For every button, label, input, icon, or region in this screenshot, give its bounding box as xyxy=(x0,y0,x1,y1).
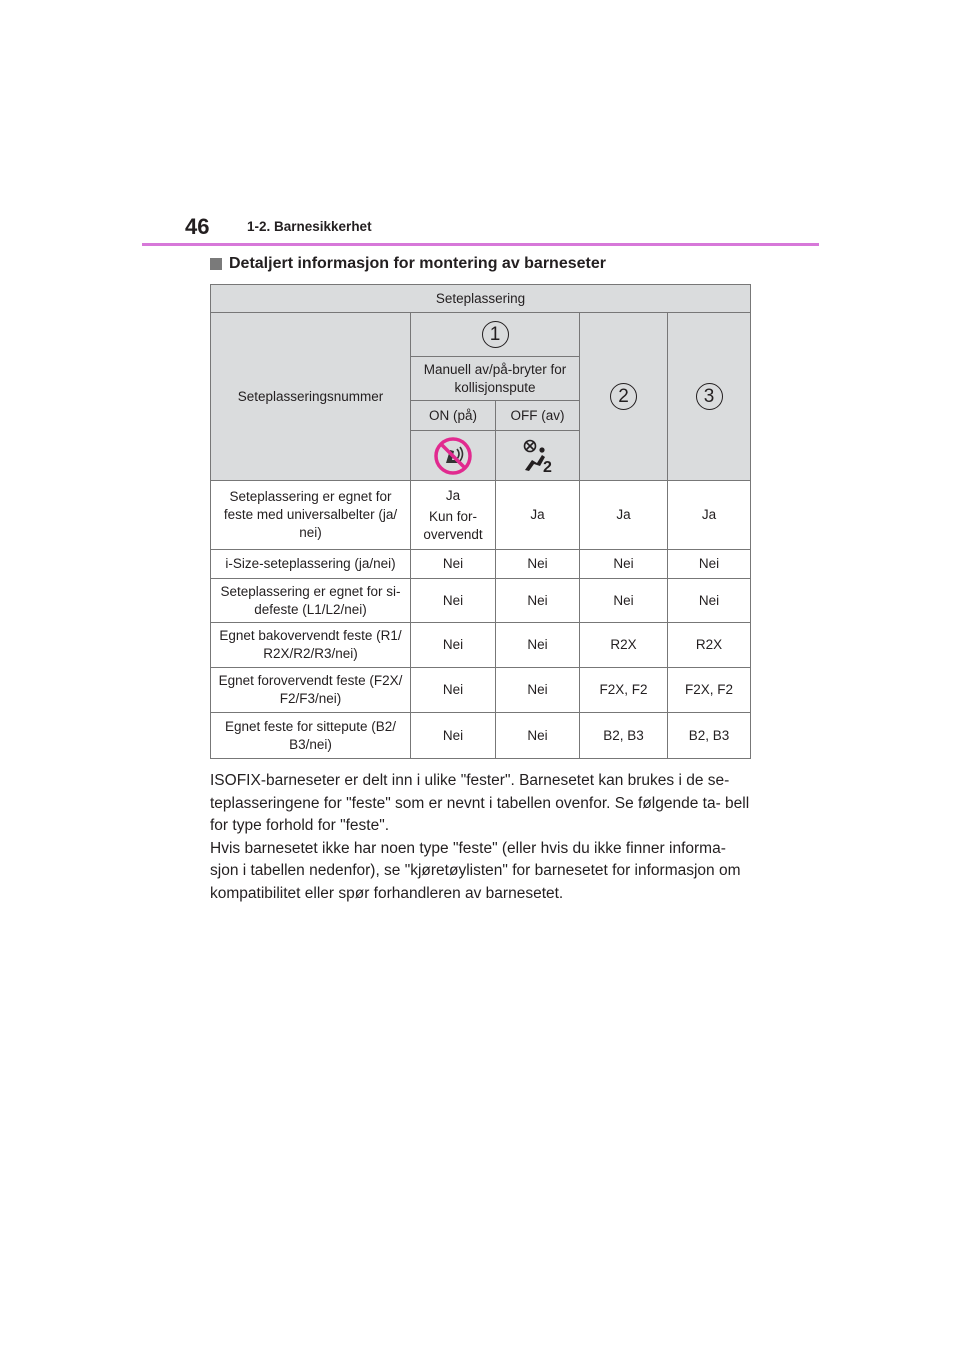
no-rear-facing-child-seat-icon xyxy=(433,436,473,476)
seat-number-1: 1 xyxy=(482,321,509,348)
chapter-title: 1-2. Barnesikkerhet xyxy=(247,219,372,234)
svg-text:2: 2 xyxy=(542,458,552,476)
table-row-label: Egnet bakovervendt feste (R1/ R2X/R2/R3/nei) xyxy=(211,623,411,668)
page-number: 46 xyxy=(185,214,210,239)
body-paragraph-1: ISOFIX-barneseter er delt inn i ulike "fester". Barnesetet kan brukes i de se- teplasseringene for "feste" som er nevnt i tabellen ovenfor. Se følgende ta- bell for type forhold for "feste". xyxy=(210,772,750,834)
section-heading-text: Detaljert informasjon for montering av barneseter xyxy=(229,255,606,272)
switch-off-label: OFF (av) xyxy=(496,401,580,431)
table-cell-on: Nei xyxy=(411,550,496,579)
seat-number-3-cell xyxy=(668,313,751,481)
table-cell-off: Nei xyxy=(496,713,580,759)
seat-number-3: 3 xyxy=(696,383,723,410)
table-cell-off: Nei xyxy=(496,623,580,668)
gray-square-icon xyxy=(210,258,222,270)
table-cell-seat3: Ja xyxy=(668,481,751,550)
table-cell-seat2: Ja xyxy=(580,481,668,550)
passenger-airbag-off-cell xyxy=(496,431,580,481)
table-cell-seat2: R2X xyxy=(580,623,668,668)
table-cell-on-note: Kun for- overvendt xyxy=(423,508,483,542)
passenger-airbag-off-icon xyxy=(518,436,558,476)
table-row-label: i-Size-seteplassering (ja/nei) xyxy=(211,550,411,579)
table-cell-seat3: Nei xyxy=(668,550,751,579)
table-cell-on xyxy=(411,481,496,550)
seat-table xyxy=(210,284,751,759)
table-cell-seat2: F2X, F2 xyxy=(580,668,668,713)
section-heading xyxy=(210,255,606,273)
table-cell-on: Nei xyxy=(411,668,496,713)
body-paragraph-2: Hvis barnesetet ikke har noen type "feste" (eller hvis du ikke finner informa- sjon i tabellen nedenfor), se "kjøretøylisten" for barnesetet for informasjon om kompatibilitet eller spør forhandleren av barnesetet. xyxy=(210,839,741,902)
table-cell-seat2: Nei xyxy=(580,550,668,579)
no-rear-facing-child-seat-cell xyxy=(411,431,496,481)
table-cell-on: Nei xyxy=(411,713,496,759)
body-text xyxy=(210,770,750,905)
table-cell-on-value: Ja xyxy=(445,487,461,503)
table-cell-off: Nei xyxy=(496,550,580,579)
table-cell-seat2: B2, B3 xyxy=(580,713,668,759)
seat-number-2-cell xyxy=(580,313,668,481)
table-cell-off: Ja xyxy=(496,481,580,550)
table-cell-seat3: B2, B3 xyxy=(668,713,751,759)
table-cell-off: Nei xyxy=(496,668,580,713)
seat-number-2: 2 xyxy=(610,383,637,410)
table-row-label: Seteplassering er egnet for feste med universalbelter (ja/ nei) xyxy=(211,481,411,550)
seat-number-label: Seteplasseringsnummer xyxy=(211,313,411,481)
table-cell-off: Nei xyxy=(496,579,580,623)
header-rule xyxy=(142,243,819,246)
table-cell-on: Nei xyxy=(411,623,496,668)
table-cell-seat3: F2X, F2 xyxy=(668,668,751,713)
table-title: Seteplassering xyxy=(211,285,751,313)
table-row-label: Egnet feste for sittepute (B2/ B3/nei) xyxy=(211,713,411,759)
table-cell-on: Nei xyxy=(411,579,496,623)
table-cell-seat3: Nei xyxy=(668,579,751,623)
table-cell-seat3: R2X xyxy=(668,623,751,668)
table-row-label: Seteplassering er egnet for si- defeste (L1/L2/nei) xyxy=(211,579,411,623)
table-cell-seat2: Nei xyxy=(580,579,668,623)
seat-number-1-cell xyxy=(411,313,580,357)
table-row-label: Egnet forovervendt feste (F2X/ F2/F3/nei) xyxy=(211,668,411,713)
switch-on-label: ON (på) xyxy=(411,401,496,431)
airbag-switch-label: Manuell av/på-bryter for kollisjonspute xyxy=(411,357,580,401)
